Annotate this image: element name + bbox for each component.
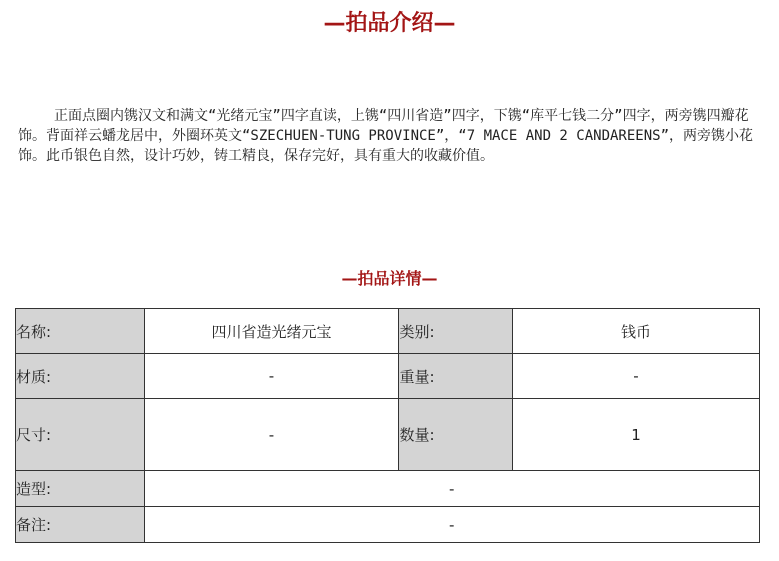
table-row	[16, 507, 760, 543]
material-label: 材质:	[16, 354, 145, 399]
weight-label: 重量:	[399, 354, 513, 399]
weight-value: -	[513, 354, 760, 399]
quantity-label: 数量:	[399, 399, 513, 471]
category-label: 类别:	[399, 309, 513, 354]
detail-table	[15, 308, 760, 543]
shape-label: 造型:	[16, 471, 145, 507]
material-value: -	[144, 354, 399, 399]
table-row	[16, 471, 760, 507]
size-label: 尺寸:	[16, 399, 145, 471]
shape-value: -	[144, 471, 759, 507]
category-value: 钱币	[513, 309, 760, 354]
remark-label: 备注:	[16, 507, 145, 543]
table-row	[16, 354, 760, 399]
remark-value: -	[144, 507, 759, 543]
name-value: 四川省造光绪元宝	[144, 309, 399, 354]
name-label: 名称:	[16, 309, 145, 354]
quantity-value: 1	[513, 399, 760, 471]
table-row	[16, 309, 760, 354]
detail-title: —拍品详情—	[341, 269, 438, 288]
size-value: -	[144, 399, 399, 471]
intro-title: —拍品介绍—	[323, 11, 456, 36]
intro-description: 正面点圈内镌汉文和满文“光绪元宝”四字直读，上镌“四川省造”四字，下镌“库平七钱二分”四字，两旁镌四瓣花饰。背面祥云蟠龙居中，外圈环英文“SZECHUEN-TUNG PROVINCE”，“7 MACE AND 2 CANDAREENS”，两旁镌小花饰。此币银色自然，设计巧妙，铸工精良，保存完好，具有重大的收藏价值。	[18, 108, 754, 164]
table-row	[16, 399, 760, 471]
